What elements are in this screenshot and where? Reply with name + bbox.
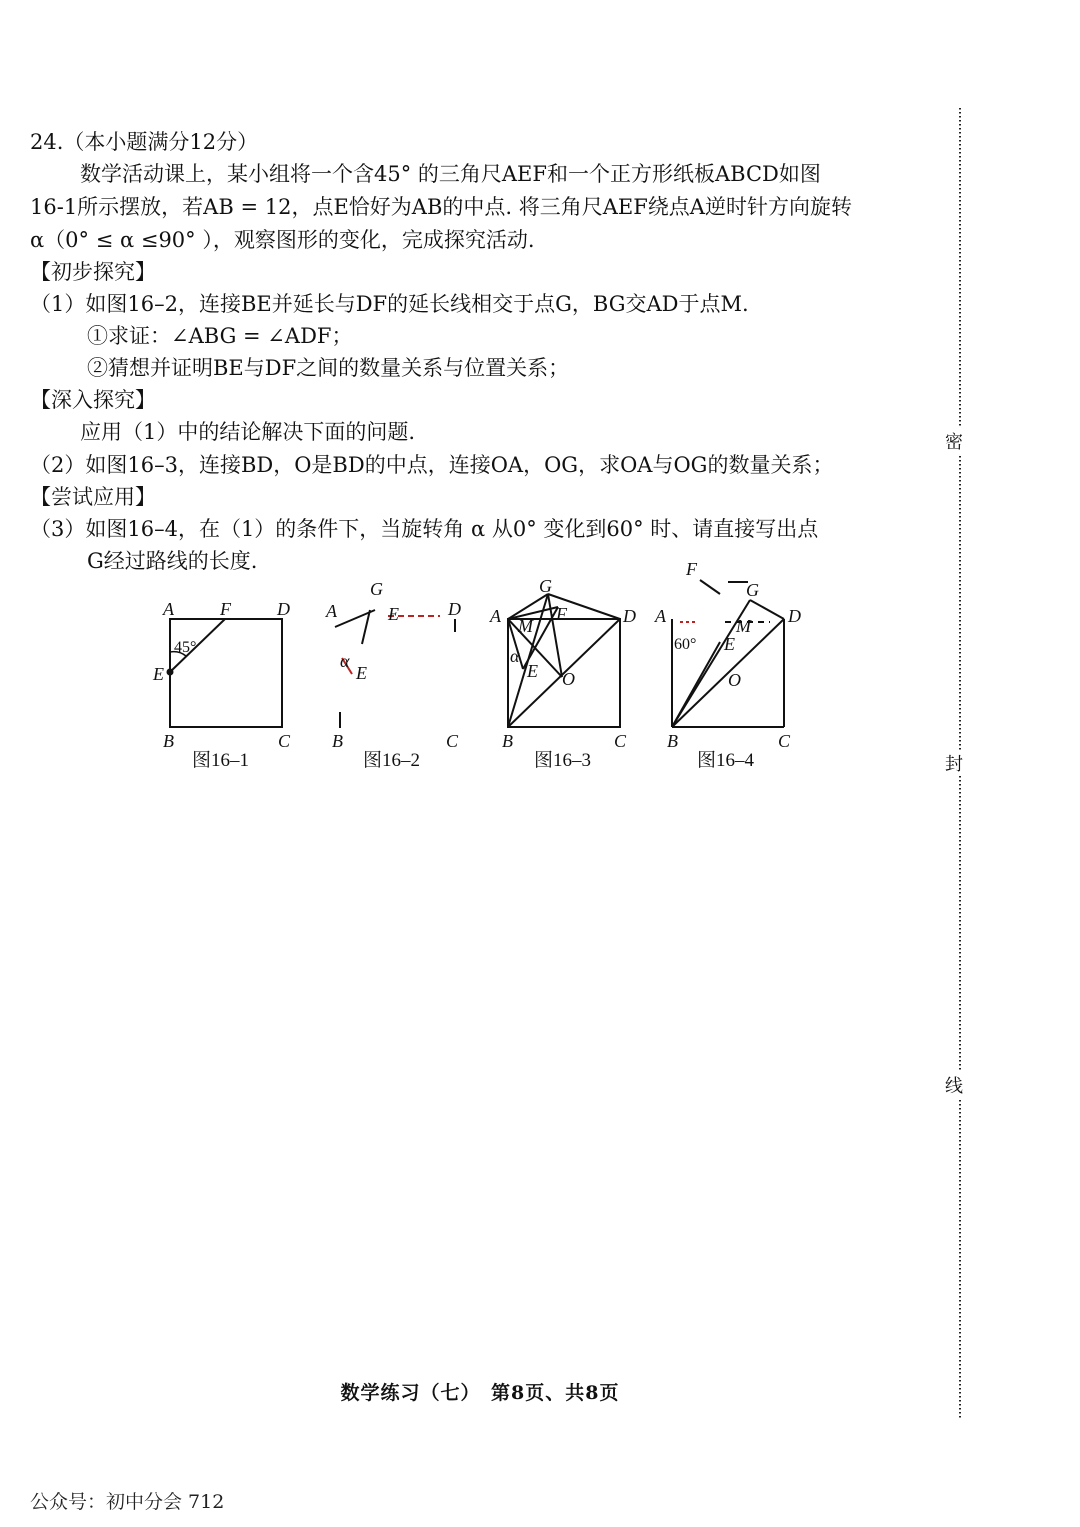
fig1-label-d: D [277,599,290,619]
fig3-label-c: C [614,731,627,751]
intro-line-1: 数学活动课上，某小组将一个含45° 的三角尺AEF和一个正方形纸板ABCD如图 [80,162,821,186]
f-fragment [700,580,720,594]
fig4-label-e: E [724,634,735,654]
intro-line-3: α（0° ≤ α ≤90° ），观察图形的变化，完成探究活动. [30,228,535,252]
fig3-label-e: E [527,661,538,681]
page-footer: 数学练习（七） 第8页、共8页 [340,1382,620,1404]
fig2-label-a: A [326,601,337,621]
binding-char-xian: 线 [945,1072,963,1098]
part-1-text: （1）如图16–2，连接BE并延长与DF的延长线相交于点G，BG交AD于点M. [30,292,749,316]
fig1-angle-45: 45° [174,639,197,656]
figure-16-2 [335,610,455,728]
fig3-label-g: G [539,576,552,596]
fig4-caption: 图16–4 [697,750,755,771]
section-heading-application: 【尝试应用】 [30,485,156,509]
fig4-label-o: O [728,670,741,690]
watermark: 公众号：初中分会 712 [30,1491,225,1513]
question-number-line: 24.（本小题满分12分） [30,130,259,154]
fig3-label-d: D [623,606,636,626]
fig4-label-b: B [667,731,678,751]
fig2-label-d: D [448,599,461,619]
binding-char-feng: 封 [945,750,963,776]
fig3-label-m: M [518,616,533,636]
figure-16-1 [168,619,283,727]
fig2-label-e-top: E [388,604,399,624]
fig2-label-b: B [332,731,343,751]
fig4-label-c: C [778,731,791,751]
binding-char-mi: 密 [945,428,963,454]
part-1-b: ②猜想并证明BE与DF之间的数量关系与位置关系； [87,356,570,380]
fig4-label-g: G [746,580,759,600]
part-3-line-2: G经过路线的长度. [87,549,258,573]
fig2-label-g: G [370,579,383,599]
fig3-label-b: B [502,731,513,751]
fig3-label-alpha: α [510,646,520,666]
fig2-caption: 图16–2 [363,750,421,771]
fig4-label-d: D [788,606,801,626]
fig1-caption: 图16–1 [192,750,250,771]
fig1-label-e: E [153,664,164,684]
fig3-label-f: F [556,604,567,624]
square-abcd [170,619,282,727]
fig3-label-a: A [490,606,501,626]
fig3-caption: 图16–3 [534,750,592,771]
fig1-label-f: F [220,599,231,619]
section-heading-deeper: 【深入探究】 [30,388,156,412]
section-2-text: 应用（1）中的结论解决下面的问题. [80,420,416,444]
line-gd [750,600,784,619]
intro-line-2: 16-1所示摆放，若AB = 12，点E恰好为AB的中点. 将三角尺AEF绕点A逆时针方向旋转 [30,195,852,219]
figures-row [130,559,830,782]
section-heading-preliminary: 【初步探究】 [30,260,156,284]
fig2-label-e: E [356,663,367,683]
fig1-label-a: A [163,599,174,619]
fig4-label-m: M [736,616,751,636]
fig4-angle-60: 60° [674,636,697,653]
fig3-label-o: O [562,669,575,689]
fig4-label-f: F [686,559,697,579]
fig4-label-a: A [655,606,666,626]
point-e [168,670,173,675]
fig1-label-c: C [278,731,291,751]
part-1-a: ①求证：∠ABG = ∠ADF； [87,324,353,348]
part-3-line-1: （3）如图16–4，在（1）的条件下，当旋转角 α 从0° 变化到60° 时、请直接写出点 [30,517,819,541]
fig2-label-c: C [446,731,459,751]
fig1-label-b: B [163,731,174,751]
part-2-text: （2）如图16–3，连接BD，O是BD的中点，连接OA，OG，求OA与OG的数量关系； [30,453,834,477]
line-be [672,642,720,727]
fig2-label-alpha: α [340,651,350,671]
